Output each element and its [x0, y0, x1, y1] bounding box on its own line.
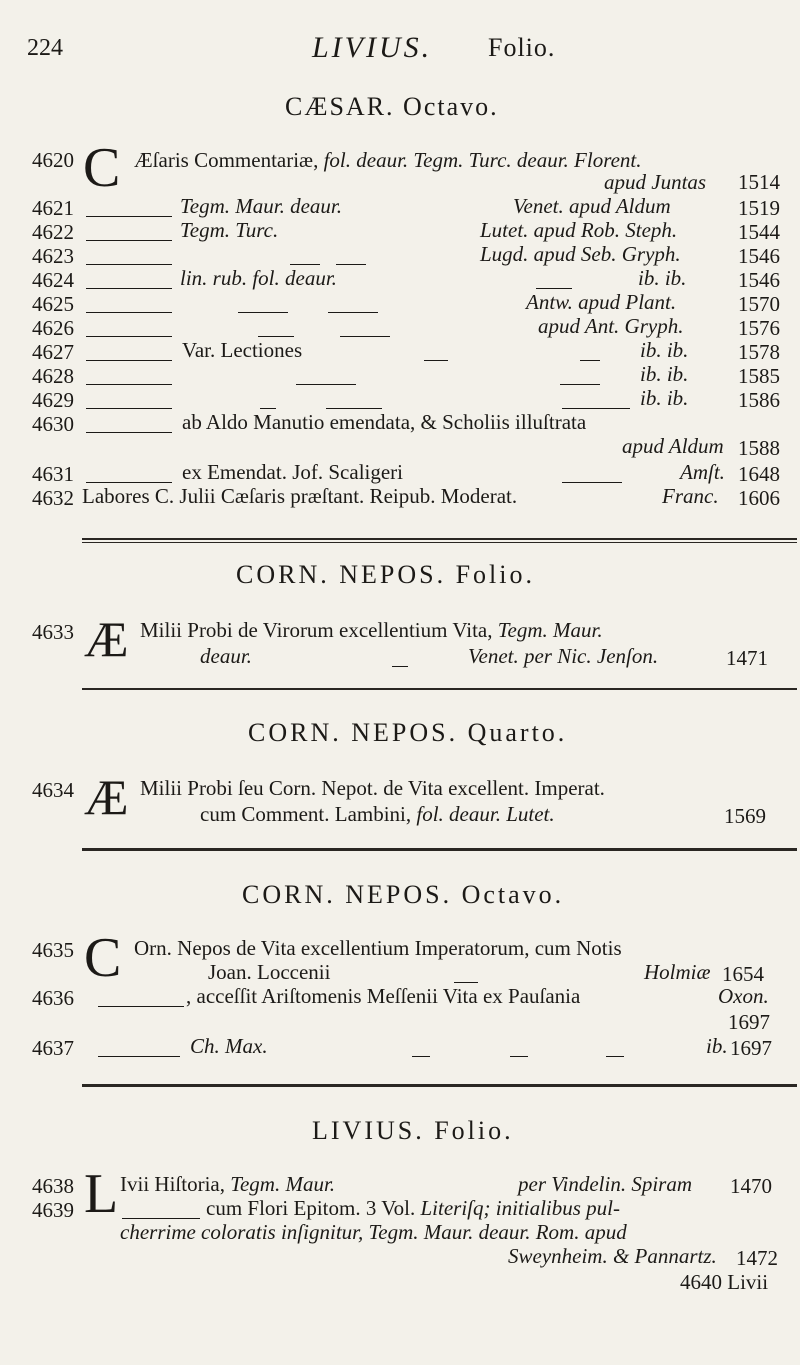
entry-publisher: Franc. — [662, 484, 719, 508]
entry-binding: Tegm. Maur. — [230, 1172, 336, 1196]
entry-year: 1519 — [738, 196, 780, 220]
ditto-dash — [86, 207, 172, 225]
ditto-dash — [86, 327, 172, 345]
ditto-dash — [560, 375, 600, 393]
entry-publisher: apud Aldum — [622, 434, 724, 458]
entry-year: 1472 — [736, 1246, 778, 1270]
entry-publisher: Amſt. — [680, 460, 725, 484]
entry-title: cum Flori Epitom. 3 Vol. — [206, 1196, 416, 1220]
section-title-nepos-octavo: CORN. NEPOS. Octavo. — [242, 880, 565, 909]
catchword: 4640 Livii — [680, 1270, 769, 1294]
entry-number: 4623 — [32, 244, 74, 268]
ditto-dash — [392, 657, 408, 675]
entry-title: Labores C. Julii Cæſaris præſtant. Reipub. Moderat. — [82, 484, 518, 508]
entry-title: , acceſſit Ariſtomenis Meſſenii Vita ex Pauſania — [186, 984, 581, 1008]
entry-year: 1697 — [728, 1010, 770, 1034]
entry-binding: fol. deaur. Lutet. — [416, 802, 555, 826]
entry-title: ab Aldo Manutio emendata, & Scholiis illuſtrata — [182, 410, 587, 434]
page-number: 224 — [27, 35, 63, 61]
section-title-nepos-folio: CORN. NEPOS. Folio. — [236, 560, 535, 589]
ditto-dash — [86, 399, 172, 417]
entry-publisher: Antw. apud Plant. — [526, 290, 677, 314]
section-title-caesar: CÆSAR. Octavo. — [285, 92, 499, 121]
entry-year: 1588 — [738, 436, 780, 460]
ditto-dash — [86, 303, 172, 321]
entry-binding: Tegm. Maur. deaur. — [180, 194, 342, 218]
drop-capital: C — [84, 927, 122, 989]
entry-title: Var. Lectiones — [182, 338, 303, 362]
ditto-dash — [86, 231, 172, 249]
entry-text — [206, 1196, 620, 1221]
entry-year: 1585 — [738, 364, 780, 388]
section-rule — [82, 538, 797, 543]
entry-title: Milii Probi de Virorum excellentium Vita, — [140, 618, 493, 642]
entry-text — [140, 618, 603, 643]
ditto-dash — [86, 351, 172, 369]
entry-publisher: per Vindelin. Spiram — [518, 1172, 693, 1196]
entry-year: 1569 — [724, 804, 766, 828]
entry-year: 1697 — [730, 1036, 772, 1060]
entry-publisher: Lutet. apud Rob. Steph. — [480, 218, 678, 242]
section-title-livius-folio: LIVIUS. Folio. — [312, 1116, 514, 1145]
entry-publisher: Venet. apud Aldum — [513, 194, 671, 218]
ditto-dash — [86, 423, 172, 441]
entry-publisher: Lugd. apud Seb. Gryph. — [480, 242, 681, 266]
entry-number: 4628 — [32, 364, 74, 388]
entry-text — [200, 802, 555, 827]
entry-year: 1514 — [738, 170, 780, 194]
entry-publisher: Holmiæ — [644, 960, 711, 984]
drop-capital: L — [84, 1163, 119, 1225]
ditto-dash — [424, 351, 448, 369]
ditto-dash — [296, 375, 356, 393]
entry-text — [134, 148, 642, 173]
entry-number: 4632 — [32, 486, 74, 510]
entry-publisher: ib. ib. — [640, 338, 689, 362]
running-format: Folio. — [488, 33, 556, 62]
section-rule — [82, 848, 797, 851]
entry-publisher: ib. ib. — [638, 266, 687, 290]
entry-year: 1578 — [738, 340, 780, 364]
ditto-dash — [86, 255, 172, 273]
entry-year: 1546 — [738, 244, 780, 268]
entry-number: 4627 — [32, 340, 74, 364]
entry-number: 4620 — [32, 148, 74, 172]
entry-text — [120, 1172, 335, 1197]
entry-binding: Tegm. Turc. — [180, 218, 279, 242]
ditto-dash — [336, 255, 366, 273]
entry-year: 1586 — [738, 388, 780, 412]
entry-publisher: ib. — [706, 1034, 728, 1058]
ditto-dash — [562, 473, 622, 491]
entry-year: 1576 — [738, 316, 780, 340]
entry-number: 4625 — [32, 292, 74, 316]
ditto-dash — [238, 303, 288, 321]
section-title-nepos-quarto: CORN. NEPOS. Quarto. — [248, 718, 568, 747]
entry-editor: Joan. Loccenii — [208, 960, 331, 984]
ditto-dash — [606, 1047, 624, 1065]
entry-title: Æſaris Commentariæ, — [134, 148, 319, 172]
entry-year: 1471 — [726, 646, 768, 670]
entry-comment: cum Comment. Lambini, — [200, 802, 412, 826]
entry-number: 4626 — [32, 316, 74, 340]
entry-year: 1648 — [738, 462, 780, 486]
entry-number: 4622 — [32, 220, 74, 244]
ditto-dash — [412, 1047, 430, 1065]
entry-binding: lin. rub. fol. deaur. — [180, 266, 337, 290]
entry-number: 4629 — [32, 388, 74, 412]
entry-note: cherrime coloratis inſignitur, Tegm. Maur. deaur. Rom. apud — [120, 1220, 627, 1244]
entry-year: 1654 — [722, 962, 764, 986]
entry-title: Ivii Hiſtoria, — [120, 1172, 225, 1196]
section-rule — [82, 688, 797, 690]
drop-capital: Æ — [84, 769, 129, 825]
entry-title: Milii Probi ſeu Corn. Nepot. de Vita excellent. Imperat. — [140, 776, 605, 800]
entry-note: Literiſq; initialibus pul- — [420, 1196, 621, 1220]
entry-number: 4639 — [32, 1198, 74, 1222]
entry-year: 1546 — [738, 268, 780, 292]
ditto-dash — [580, 351, 600, 369]
entry-publisher: Sweynheim. & Pannartz. — [508, 1244, 717, 1268]
entry-number: 4638 — [32, 1174, 74, 1198]
ditto-dash — [510, 1047, 528, 1065]
entry-year: 1570 — [738, 292, 780, 316]
entry-year: 1470 — [730, 1174, 772, 1198]
entry-binding: Ch. Max. — [190, 1034, 268, 1058]
entry-year: 1544 — [738, 220, 780, 244]
section-rule — [82, 1084, 797, 1087]
ditto-dash — [98, 1047, 180, 1065]
entry-publisher: apud Ant. Gryph. — [538, 314, 684, 338]
entry-number: 4637 — [32, 1036, 74, 1060]
entry-publisher: apud Juntas — [604, 170, 707, 194]
entry-number: 4636 — [32, 986, 74, 1010]
running-title: LIVIUS. — [312, 31, 433, 64]
drop-capital: Æ — [84, 611, 129, 667]
entry-number: 4630 — [32, 412, 74, 436]
entry-publisher: Oxon. — [718, 984, 769, 1008]
entry-number: 4635 — [32, 938, 74, 962]
entry-binding: fol. deaur. Tegm. Turc. deaur. Florent. — [323, 148, 642, 172]
entry-number: 4634 — [32, 778, 74, 802]
ditto-dash — [340, 327, 390, 345]
ditto-dash — [328, 303, 378, 321]
entry-publisher: ib. ib. — [640, 386, 689, 410]
ditto-dash — [86, 375, 172, 393]
entry-binding: deaur. — [200, 644, 252, 668]
entry-title: Orn. Nepos de Vita excellentium Imperatorum, cum Notis — [134, 936, 622, 960]
ditto-dash — [98, 997, 184, 1015]
drop-capital: C — [83, 137, 121, 199]
ditto-dash — [86, 279, 172, 297]
entry-number: 4633 — [32, 620, 74, 644]
entry-publisher: ib. ib. — [640, 362, 689, 386]
entry-number: 4621 — [32, 196, 74, 220]
entry-number: 4631 — [32, 462, 74, 486]
entry-number: 4624 — [32, 268, 74, 292]
entry-publisher: Venet. per Nic. Jenſon. — [468, 644, 659, 668]
entry-year: 1606 — [738, 486, 780, 510]
entry-binding: Tegm. Maur. — [497, 618, 603, 642]
entry-title: ex Emendat. Jof. Scaligeri — [182, 460, 404, 484]
